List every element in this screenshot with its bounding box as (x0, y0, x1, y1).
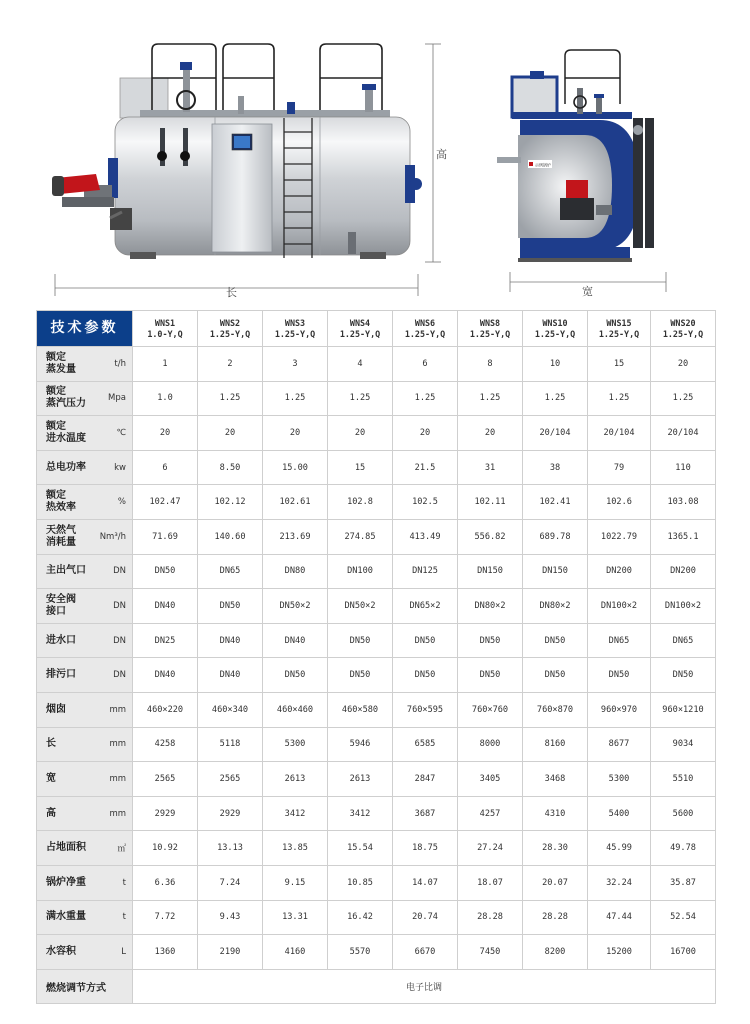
row-label-name: 占地面积 (46, 842, 86, 854)
row-label-name: 消耗量 (46, 536, 76, 548)
table-cell: 6.36 (133, 865, 198, 900)
table-cell: 4 (328, 347, 393, 382)
table-cell: 3 (263, 347, 328, 382)
row-unit: mm (109, 739, 126, 750)
boiler-drawing (0, 0, 750, 305)
table-cell: 4257 (458, 796, 523, 831)
table-cell: 556.82 (458, 519, 523, 554)
table-cell: 16700 (651, 935, 716, 970)
table-cell: 3405 (458, 762, 523, 797)
table-cell: 47.44 (588, 900, 651, 935)
table-cell: 4310 (523, 796, 588, 831)
table-cell: 1 (133, 347, 198, 382)
table-cell: 14.07 (393, 865, 458, 900)
table-cell: 20 (133, 416, 198, 451)
table-cell: 2847 (393, 762, 458, 797)
row-label-name: 进水口 (46, 634, 76, 646)
row-unit: ㎡ (117, 844, 126, 855)
table-row (37, 692, 716, 727)
row-unit: t (122, 877, 126, 888)
model-name: WNS2 (219, 317, 241, 328)
model-header (263, 311, 328, 347)
table-cell: 6585 (393, 727, 458, 762)
table-cell: 20 (328, 416, 393, 451)
row-label (37, 589, 133, 624)
table-cell: 15200 (588, 935, 651, 970)
row-unit: t (122, 912, 126, 923)
row-label (37, 762, 133, 797)
table-cell: DN65 (651, 623, 716, 658)
row-label (37, 658, 133, 693)
table-cell: DN200 (588, 554, 651, 589)
row-label-name: 长 (46, 738, 56, 750)
table-cell: 102.47 (133, 485, 198, 520)
spec-table (36, 310, 716, 1004)
row-unit: mm (109, 808, 126, 819)
table-row (37, 554, 716, 589)
table-cell: 1360 (133, 935, 198, 970)
table-cell: 1.25 (263, 381, 328, 416)
table-row (37, 381, 716, 416)
table-cell: 460×580 (328, 692, 393, 727)
row-label-name: 主出气口 (46, 565, 86, 577)
row-label (37, 796, 133, 831)
table-row (37, 519, 716, 554)
table-cell: 18.75 (393, 831, 458, 866)
table-row (37, 865, 716, 900)
table-cell: 27.24 (458, 831, 523, 866)
table-cell: 102.61 (263, 485, 328, 520)
table-cell: 2565 (133, 762, 198, 797)
table-cell: 960×970 (588, 692, 651, 727)
row-unit: DN (113, 600, 126, 611)
table-cell: 1.25 (328, 381, 393, 416)
table-cell: 3412 (328, 796, 393, 831)
table-cell: 32.24 (588, 865, 651, 900)
row-label-name: 总电功率 (46, 461, 86, 473)
table-cell: DN200 (651, 554, 716, 589)
table-cell: 8.50 (198, 450, 263, 485)
table-cell: 1.25 (393, 381, 458, 416)
length-label: 长 (226, 286, 237, 299)
table-cell: 5946 (328, 727, 393, 762)
table-cell: 2929 (198, 796, 263, 831)
table-row (37, 727, 716, 762)
table-cell: 35.87 (651, 865, 716, 900)
model-header (133, 311, 198, 347)
table-cell: 20 (263, 416, 328, 451)
table-body (37, 347, 716, 1004)
table-cell: 689.78 (523, 519, 588, 554)
row-label-name: 水容积 (46, 945, 76, 957)
table-cell: 2613 (263, 762, 328, 797)
boiler-illustration (0, 0, 750, 305)
table-cell: 45.99 (588, 831, 651, 866)
table-cell: DN100 (328, 554, 393, 589)
model-rating: 1.0-Y,Q (147, 328, 183, 339)
table-cell: 20.07 (523, 865, 588, 900)
table-cell: 8200 (523, 935, 588, 970)
table-cell: 140.60 (198, 519, 263, 554)
model-name: WNS20 (670, 317, 696, 328)
row-label-name: 额定 (46, 490, 66, 502)
table-cell: 13.31 (263, 900, 328, 935)
row-label (37, 727, 133, 762)
table-header-row (37, 311, 716, 347)
row-unit: mm (109, 704, 126, 715)
row-unit: ℃ (116, 427, 126, 438)
table-cell: 49.78 (651, 831, 716, 866)
row-label-name: 锅炉净重 (46, 876, 86, 888)
table-cell: DN50 (523, 623, 588, 658)
table-cell: 15.54 (328, 831, 393, 866)
table-row (37, 831, 716, 866)
table-cell: 79 (588, 450, 651, 485)
table-cell: 20/104 (523, 416, 588, 451)
row-unit: mm (109, 773, 126, 784)
table-cell: 7450 (458, 935, 523, 970)
table-cell: 6 (133, 450, 198, 485)
table-cell: 460×340 (198, 692, 263, 727)
table-cell: 9034 (651, 727, 716, 762)
table-cell: 413.49 (393, 519, 458, 554)
width-label: 宽 (582, 285, 593, 298)
row-unit: % (117, 497, 126, 508)
table-cell: 102.12 (198, 485, 263, 520)
model-header (328, 311, 393, 347)
table-cell: 20/104 (588, 416, 651, 451)
model-rating: 1.25-Y,Q (598, 328, 640, 339)
row-unit: Mpa (108, 393, 126, 404)
model-header (651, 311, 716, 347)
row-label (37, 416, 133, 451)
side-view (52, 44, 422, 259)
row-unit: DN (113, 670, 126, 681)
table-cell: DN50 (458, 623, 523, 658)
table-cell: 9.15 (263, 865, 328, 900)
table-cell: DN50 (651, 658, 716, 693)
row-label (37, 485, 133, 520)
table-cell: 760×760 (458, 692, 523, 727)
table-cell: 20 (651, 347, 716, 382)
table-cell: 1.25 (458, 381, 523, 416)
table-row (37, 935, 716, 970)
table-cell: 2190 (198, 935, 263, 970)
table-cell: 102.6 (588, 485, 651, 520)
table-cell: DN25 (133, 623, 198, 658)
row-label-name: 进水温度 (46, 432, 86, 444)
table-cell: 15 (588, 347, 651, 382)
table-cell: DN50 (328, 623, 393, 658)
table-cell: 20 (393, 416, 458, 451)
table-cell: DN50 (263, 658, 328, 693)
row-unit: DN (113, 635, 126, 646)
row-label-name: 安全阀 (46, 593, 76, 605)
table-cell: 7.24 (198, 865, 263, 900)
table-cell: 460×220 (133, 692, 198, 727)
table-cell: 13.85 (263, 831, 328, 866)
row-unit: DN (113, 566, 126, 577)
table-cell: 5510 (651, 762, 716, 797)
table-cell: 8000 (458, 727, 523, 762)
table-row (37, 658, 716, 693)
table-cell: DN65×2 (393, 589, 458, 624)
table-cell: DN100×2 (588, 589, 651, 624)
model-name: WNS1 (154, 317, 176, 328)
table-cell: 10.85 (328, 865, 393, 900)
table-cell: 15 (328, 450, 393, 485)
table-row (37, 589, 716, 624)
row-label-name: 额定 (46, 351, 66, 363)
table-cell: 213.69 (263, 519, 328, 554)
model-name: WNS8 (479, 317, 501, 328)
model-rating: 1.25-Y,Q (209, 328, 251, 339)
table-cell: 5300 (588, 762, 651, 797)
row-label (37, 900, 133, 935)
table-cell: 1.25 (588, 381, 651, 416)
table-cell: 8160 (523, 727, 588, 762)
table-cell: 5570 (328, 935, 393, 970)
table-cell: DN65 (198, 554, 263, 589)
row-label (37, 347, 133, 382)
row-unit: t/h (114, 358, 126, 369)
table-cell: 5600 (651, 796, 716, 831)
table-cell: 274.85 (328, 519, 393, 554)
table-cell: 31 (458, 450, 523, 485)
table-cell: 960×1210 (651, 692, 716, 727)
table-cell: 460×460 (263, 692, 328, 727)
table-cell: DN40 (198, 623, 263, 658)
table-row (37, 485, 716, 520)
row-label (37, 692, 133, 727)
table-cell: 2929 (133, 796, 198, 831)
table-cell: 4258 (133, 727, 198, 762)
table-row (37, 347, 716, 382)
table-cell: 6 (393, 347, 458, 382)
table-cell: 1022.79 (588, 519, 651, 554)
table-cell: 7.72 (133, 900, 198, 935)
table-cell: 102.11 (458, 485, 523, 520)
model-rating: 1.25-Y,Q (404, 328, 446, 339)
table-cell: 28.28 (523, 900, 588, 935)
table-row-footer (37, 969, 716, 1004)
table-cell: 2565 (198, 762, 263, 797)
row-label-name: 额定 (46, 420, 66, 432)
row-label-name: 天然气 (46, 524, 76, 536)
table-cell: DN50 (328, 658, 393, 693)
table-cell: DN50 (133, 554, 198, 589)
table-cell: 8677 (588, 727, 651, 762)
table-cell: DN40 (133, 658, 198, 693)
row-unit: kw (114, 462, 126, 473)
row-label-name: 额定 (46, 386, 66, 398)
table-row (37, 900, 716, 935)
row-label-name: 蒸发量 (46, 363, 76, 375)
table-row (37, 762, 716, 797)
table-cell: 760×870 (523, 692, 588, 727)
model-name: WNS3 (284, 317, 306, 328)
row-label-name: 蒸汽压力 (46, 398, 86, 410)
table-cell: 5400 (588, 796, 651, 831)
table-cell: 1.25 (523, 381, 588, 416)
logo-icon (529, 162, 533, 166)
table-cell: 103.08 (651, 485, 716, 520)
model-header (523, 311, 588, 347)
table-cell: DN100×2 (651, 589, 716, 624)
table-cell: 5118 (198, 727, 263, 762)
row-unit: L (121, 946, 126, 957)
table-cell: DN40 (133, 589, 198, 624)
table-cell: DN50 (588, 658, 651, 693)
table-cell: 20.74 (393, 900, 458, 935)
height-label: 高 (436, 148, 447, 161)
model-rating: 1.25-Y,Q (662, 328, 704, 339)
table-title: 技术参数 (37, 311, 133, 347)
row-label (37, 865, 133, 900)
table-cell: 10.92 (133, 831, 198, 866)
table-cell: 3687 (393, 796, 458, 831)
table-cell: DN80×2 (458, 589, 523, 624)
merged-cell: 电子比调 (133, 969, 716, 1004)
table-cell: 71.69 (133, 519, 198, 554)
row-label-name: 满水重量 (46, 911, 86, 923)
row-label-name: 热效率 (46, 502, 76, 514)
model-header (458, 311, 523, 347)
table-cell: DN50 (393, 658, 458, 693)
row-label (37, 831, 133, 866)
table-cell: 110 (651, 450, 716, 485)
table-cell: 52.54 (651, 900, 716, 935)
table-cell: DN65 (588, 623, 651, 658)
model-header (393, 311, 458, 347)
table-cell: DN50 (523, 658, 588, 693)
model-rating: 1.25-Y,Q (339, 328, 381, 339)
table-cell: DN50×2 (328, 589, 393, 624)
model-name: WNS6 (414, 317, 436, 328)
table-cell: 16.42 (328, 900, 393, 935)
table-cell: 5300 (263, 727, 328, 762)
table-cell: DN80 (263, 554, 328, 589)
table-cell: DN50×2 (263, 589, 328, 624)
table-cell: 28.28 (458, 900, 523, 935)
table-cell: 760×595 (393, 692, 458, 727)
table-cell: 102.5 (393, 485, 458, 520)
table-cell: 10 (523, 347, 588, 382)
row-label-name: 宽 (46, 772, 56, 784)
table-cell: 6670 (393, 935, 458, 970)
table-cell: 102.8 (328, 485, 393, 520)
table-cell: 20 (198, 416, 263, 451)
table-cell: 102.41 (523, 485, 588, 520)
table-cell: 1.25 (651, 381, 716, 416)
table-cell: 1.25 (198, 381, 263, 416)
row-label-name: 接口 (46, 605, 66, 617)
table-cell: 20/104 (651, 416, 716, 451)
table-cell: 2 (198, 347, 263, 382)
table-cell: 15.00 (263, 450, 328, 485)
model-rating: 1.25-Y,Q (274, 328, 316, 339)
row-label-name: 排污口 (46, 669, 76, 681)
row-label (37, 450, 133, 485)
row-label-name: 烟囱 (46, 703, 66, 715)
table-cell: DN150 (458, 554, 523, 589)
table-cell: 28.30 (523, 831, 588, 866)
table-cell: DN40 (198, 658, 263, 693)
row-label (37, 381, 133, 416)
row-label (37, 554, 133, 589)
table-cell: 1.0 (133, 381, 198, 416)
table-cell: DN80×2 (523, 589, 588, 624)
table-cell: DN50 (393, 623, 458, 658)
table-cell: 1365.1 (651, 519, 716, 554)
table-row (37, 623, 716, 658)
table-row (37, 416, 716, 451)
front-view (497, 50, 654, 262)
row-unit: Nm³/h (99, 531, 126, 542)
brand-mark: 示例锅炉 (535, 162, 551, 168)
table-cell: DN50 (458, 658, 523, 693)
table-cell: 3468 (523, 762, 588, 797)
table-cell: DN125 (393, 554, 458, 589)
table-cell: 18.07 (458, 865, 523, 900)
table-row (37, 796, 716, 831)
table-cell: 9.43 (198, 900, 263, 935)
model-header (198, 311, 263, 347)
table-row (37, 450, 716, 485)
table-cell: 4160 (263, 935, 328, 970)
model-header (588, 311, 651, 347)
row-label (37, 519, 133, 554)
model-rating: 1.25-Y,Q (534, 328, 576, 339)
row-label (37, 935, 133, 970)
table-cell: 20 (458, 416, 523, 451)
table-cell: DN150 (523, 554, 588, 589)
model-name: WNS15 (606, 317, 632, 328)
model-name: WNS4 (349, 317, 371, 328)
row-label (37, 623, 133, 658)
table-cell: 21.5 (393, 450, 458, 485)
model-rating: 1.25-Y,Q (469, 328, 511, 339)
table-cell: 8 (458, 347, 523, 382)
row-label-name: 高 (46, 807, 56, 819)
table-cell: DN50 (198, 589, 263, 624)
table-cell: 13.13 (198, 831, 263, 866)
row-label: 燃烧调节方式 (37, 969, 133, 1004)
table-cell: 3412 (263, 796, 328, 831)
table-cell: DN40 (263, 623, 328, 658)
model-name: WNS10 (542, 317, 568, 328)
table-cell: 38 (523, 450, 588, 485)
table-cell: 2613 (328, 762, 393, 797)
